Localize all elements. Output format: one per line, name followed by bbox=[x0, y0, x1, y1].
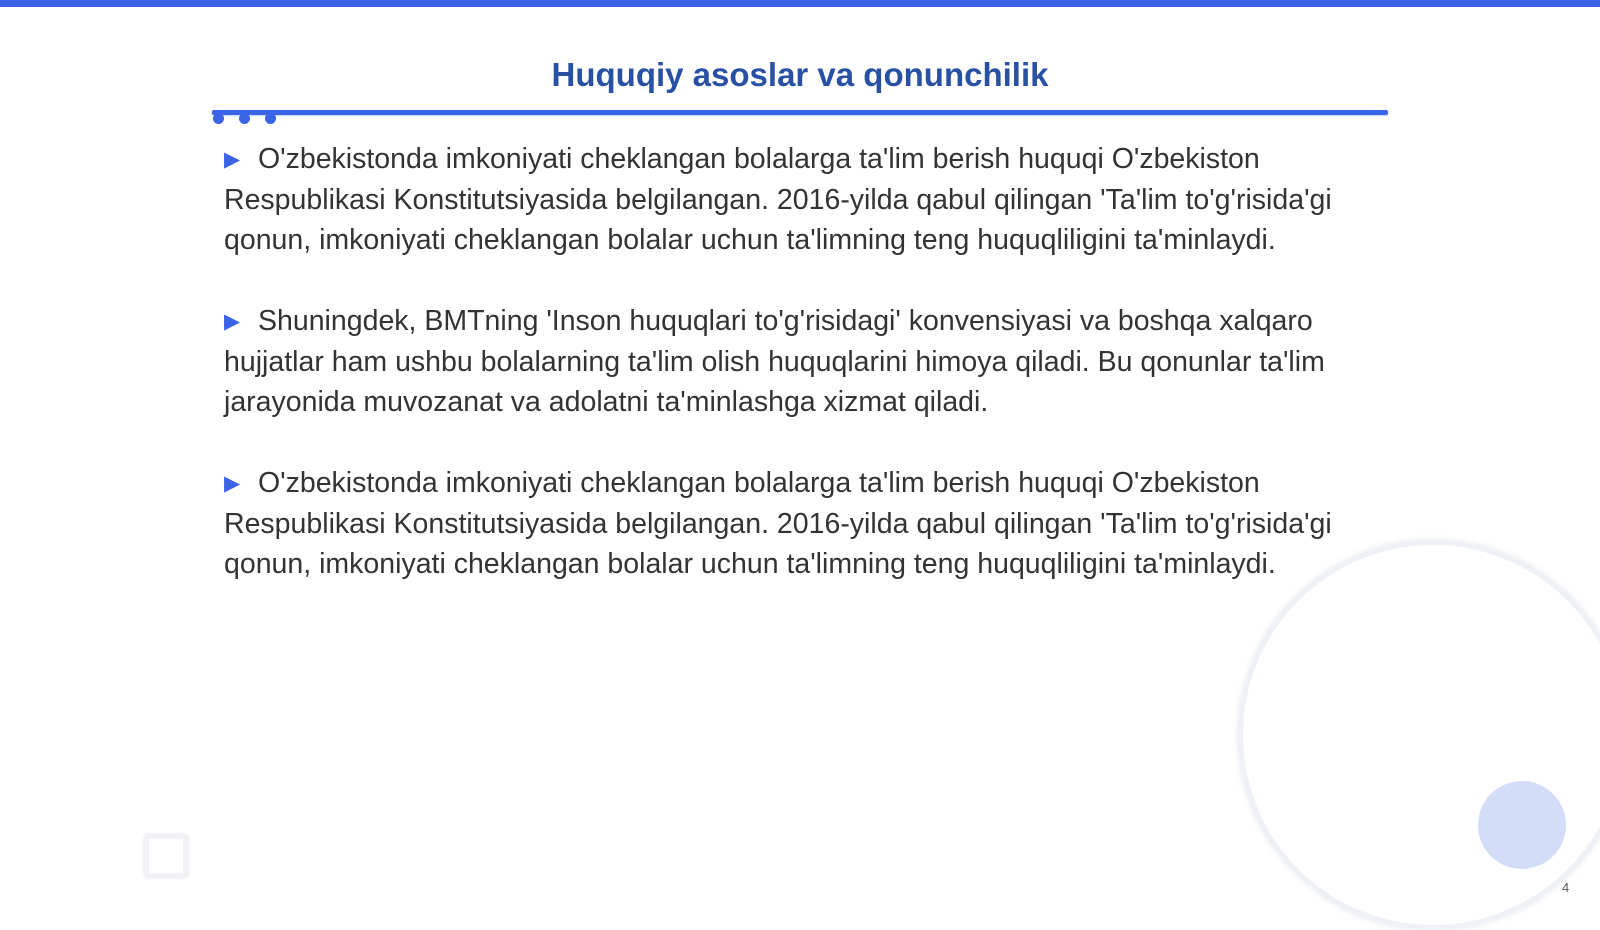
bullet-text: O'zbekistonda imkoniyati cheklangan bolalarga ta'lim berish huquqi O'zbekiston Respublikasi Konstitutsiyasida belgilangan. 2016-yilda qabul qilingan 'Ta'lim to'g'risida'gi qonun, imkoniyati cheklangan bolalar uchun ta'limning teng huquqliligini ta'minlaydi. bbox=[224, 143, 1332, 256]
triangle-bullet-icon: ▶ bbox=[224, 472, 241, 495]
bullet-item bbox=[224, 463, 1354, 584]
page-number: 4 bbox=[1562, 880, 1570, 895]
underline-dot bbox=[213, 113, 224, 124]
bullet-item bbox=[224, 139, 1354, 260]
decorative-square-outline bbox=[144, 834, 188, 878]
bullet-text: O'zbekistonda imkoniyati cheklangan bolalarga ta'lim berish huquqi O'zbekiston Respublikasi Konstitutsiyasida belgilangan. 2016-yilda qabul qilingan 'Ta'lim to'g'risida'gi qonun, imkoniyati cheklangan bolalar uchun ta'limning teng huquqliligini ta'minlaydi. bbox=[224, 467, 1332, 580]
underline-dot bbox=[239, 113, 250, 124]
bullet-item bbox=[224, 301, 1354, 422]
triangle-bullet-icon: ▶ bbox=[224, 148, 241, 171]
title-underline-dots bbox=[213, 113, 283, 125]
underline-dot bbox=[265, 113, 276, 124]
triangle-bullet-icon: ▶ bbox=[224, 310, 241, 333]
slide-body bbox=[224, 139, 1354, 584]
title-underline bbox=[212, 110, 1388, 115]
slide-title: Huquqiy asoslar va qonunchilik bbox=[551, 56, 1049, 93]
decorative-circle-filled bbox=[1478, 781, 1566, 869]
bullet-text: Shuningdek, BMTning 'Inson huquqlari to'g'risidagi' konvensiyasi va boshqa xalqaro hujjatlar ham ushbu bolalarning ta'lim olish huquqlarini himoya qiladi. Bu qonunlar ta'lim jarayonida muvozanat va adolatni ta'minlashga xizmat qiladi. bbox=[224, 305, 1325, 418]
top-accent-bar bbox=[0, 0, 1600, 7]
decorative-circle-outline bbox=[1238, 540, 1600, 930]
